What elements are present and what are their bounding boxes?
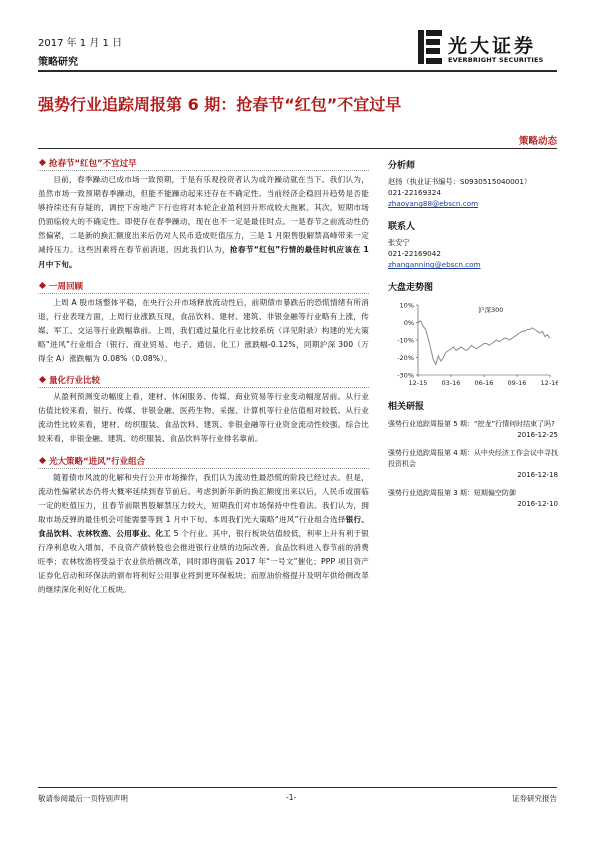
report-date: 2017 年 1 月 1 日 [38, 38, 123, 49]
report-type-tag: 策略动态 [518, 136, 557, 147]
section-heading: 光大策略“进风”行业组合 [38, 455, 369, 467]
everbright-logo-icon [418, 30, 442, 64]
section-heading: 抢春节“红包”不宜过早 [38, 157, 369, 169]
sidebar [388, 158, 558, 510]
related-report-date: 2016-12-18 [517, 471, 558, 479]
x-tick-label: 06-16 [474, 379, 494, 387]
paragraph: 从盈利预测变动幅度上看，建材、休闲服务、传媒、商业贸易等行业变动幅度居前。从行业估值比较来看，银行、传媒、非银金融、医药生物、采掘、计算机等行业估值相对较低。从行业流动性比较来看，建材、纺织服装、食品饮料、建筑、非银金融等行业资金流动性较强。综合比较来看，非银金融、建筑、纺织服装、食品饮料等行业排名靠前。 [38, 392, 369, 444]
report-title: 强势行业追踪周报第 6 期：抢春节“红包”不宜过早 [38, 95, 402, 114]
contact-heading: 联系人 [388, 222, 416, 232]
contact-email-link[interactable]: zhanganning@ebscn.com [388, 260, 481, 269]
analyst-phone: 021-22169324 [388, 188, 441, 197]
company-logo [418, 30, 558, 70]
logo-chinese-name: 光大证券 [448, 35, 537, 57]
contact-phone: 021-22169042 [388, 249, 441, 258]
y-tick-label: -20% [397, 354, 414, 362]
header-rule [38, 70, 557, 72]
related-report-title[interactable]: 强势行业追踪周报第 4 期：从中央经济工作会议中寻找投资机会 [388, 449, 558, 468]
footer-rule [38, 787, 557, 788]
report-category: 策略研究 [38, 57, 78, 68]
related-report-title[interactable]: 强势行业追踪周报第 5 期：“挖龙”行情何时结束了吗? [388, 420, 555, 428]
x-tick-label: 09-16 [507, 379, 527, 387]
page-number: -1- [286, 793, 297, 802]
logo-english-name: EVERBRIGHT SECURITIES [448, 56, 544, 64]
y-tick-label: -10% [397, 336, 414, 345]
y-tick-label: -30% [397, 371, 414, 380]
section-heading: 一周回顾 [38, 280, 369, 292]
diamond-bullet-icon [39, 282, 46, 289]
footer-report-type: 证券研究报告 [512, 794, 557, 803]
y-tick-label: 0% [403, 319, 414, 327]
footer-disclaimer: 敬请参阅最后一页特别声明 [38, 794, 128, 803]
contact-name: 张安宁 [388, 238, 410, 247]
paragraph: 随着债市风波的化解和央行公开市场操作，我们认为流动性最恐慌的阶段已经过去。但是，流动性偏紧状态仍将大概率延续到春节前后。考虑到新年新的换汇额度出来以后，人民币或面临一定的贬值压力，且春节前限售股解禁压力较大，短期我们对市场保持中性看法。我们认为，拥取市场反弹的最佳机会可能需要等到 1 月中下旬。本周我们光大策略“进风”行业组合选择银行、食品饮料、农林牧渔、公用事业、化工 5 个行业。其中，银行板块估值较低，利率上升有利于银行净利息收入增加，不良资产债转股也会推进银行业绩的边际改善。食品饮料进入春节前的消费旺季；农林牧渔将受益于农业供给侧改革，同时即将面临 2017 年“一号文”催化；PPP 项目资产证券化启动和环保法的颁布将利好公用事业将到更环保板块；而原油价格提升及明年供给侧改革的继续深化利好化工板块。 [38, 472, 369, 595]
legend-label: 沪深300 [478, 306, 504, 314]
analyst-name: 赵扬（执业证书编号：S0930515040001） [388, 177, 532, 186]
analyst-heading: 分析师 [388, 161, 416, 171]
chart-heading: 大盘走势图 [388, 283, 434, 293]
series-line-hs300 [418, 321, 550, 365]
diamond-bullet-icon [39, 159, 46, 166]
market-chart [388, 299, 558, 389]
title-rule [38, 148, 557, 149]
paragraph: 目前，春季躁动已成市场一致预期，于是有乐观投资者认为或许躁动就在当下。我们认为，虽然市场一致预期春季躁动，但能不能躁动起来还存在不确定性。当前经济企稳回升趋势是否能够持续还有存疑的，调控下房地产下行也将对本轮企业盈利回升形成较大拖累。其次，短期市场仍面临较大的不确定性。即使存在春季躁动，现在也不一定是最佳时点。一是春节之前流动性仍然偏紧，二是新的换汇额度出来后仍对人民币造成贬值压力，三是 1 月限售股解禁高峰带来一定减持压力。这些因素将在春节前消退，因此我们认为，抢春节“红包”行情的最佳时机应该在 1 月中下旬。 [38, 175, 369, 269]
key-conclusion: 抢春节“红包”行情的最佳时机应该在 1 月中下旬。 [38, 245, 369, 269]
diamond-bullet-icon [39, 456, 46, 463]
portfolio-industries: 银行、食品饮料、农林牧渔、公用事业、化工 [38, 514, 369, 538]
related-report-title[interactable]: 强势行业追踪周报第 3 期：短期偏空防御 [388, 489, 516, 497]
x-tick-label: 12-15 [408, 379, 428, 387]
analyst-email-link[interactable]: zhaoyang88@ebscn.com [388, 199, 479, 208]
related-report-date: 2016-12-10 [517, 500, 558, 508]
x-tick-label: 12-16 [540, 379, 558, 387]
y-tick-label: 10% [399, 301, 414, 310]
x-tick-label: 03-16 [441, 379, 461, 387]
paragraph: 上周 A 股市场整体平稳，在央行公开市场释放流动性后，前期债市暴跌后的恐慌情绪有所消退，行业表现方面，上周行业涨跌互现，食品饮料、建材、建筑、非银金融等行业略有上涨，传媒、军工、交运等行业跌幅靠前。上周，我们通过量化行业比较系统（详见附录）构建的光大策略“进风”行业组合（银行、商业贸易、电子、通信、化工）涨跌幅-0.12%，同期沪深 300（万得全 A）涨跌幅为 0.08%（0.08%）。 [38, 297, 369, 364]
related-report-date: 2016-12-25 [517, 431, 558, 439]
market-trend-chart [388, 299, 558, 389]
diamond-bullet-icon [39, 376, 46, 383]
related-heading: 相关研报 [388, 402, 425, 412]
section-heading: 量化行业比较 [38, 374, 369, 386]
main-column [38, 153, 369, 605]
